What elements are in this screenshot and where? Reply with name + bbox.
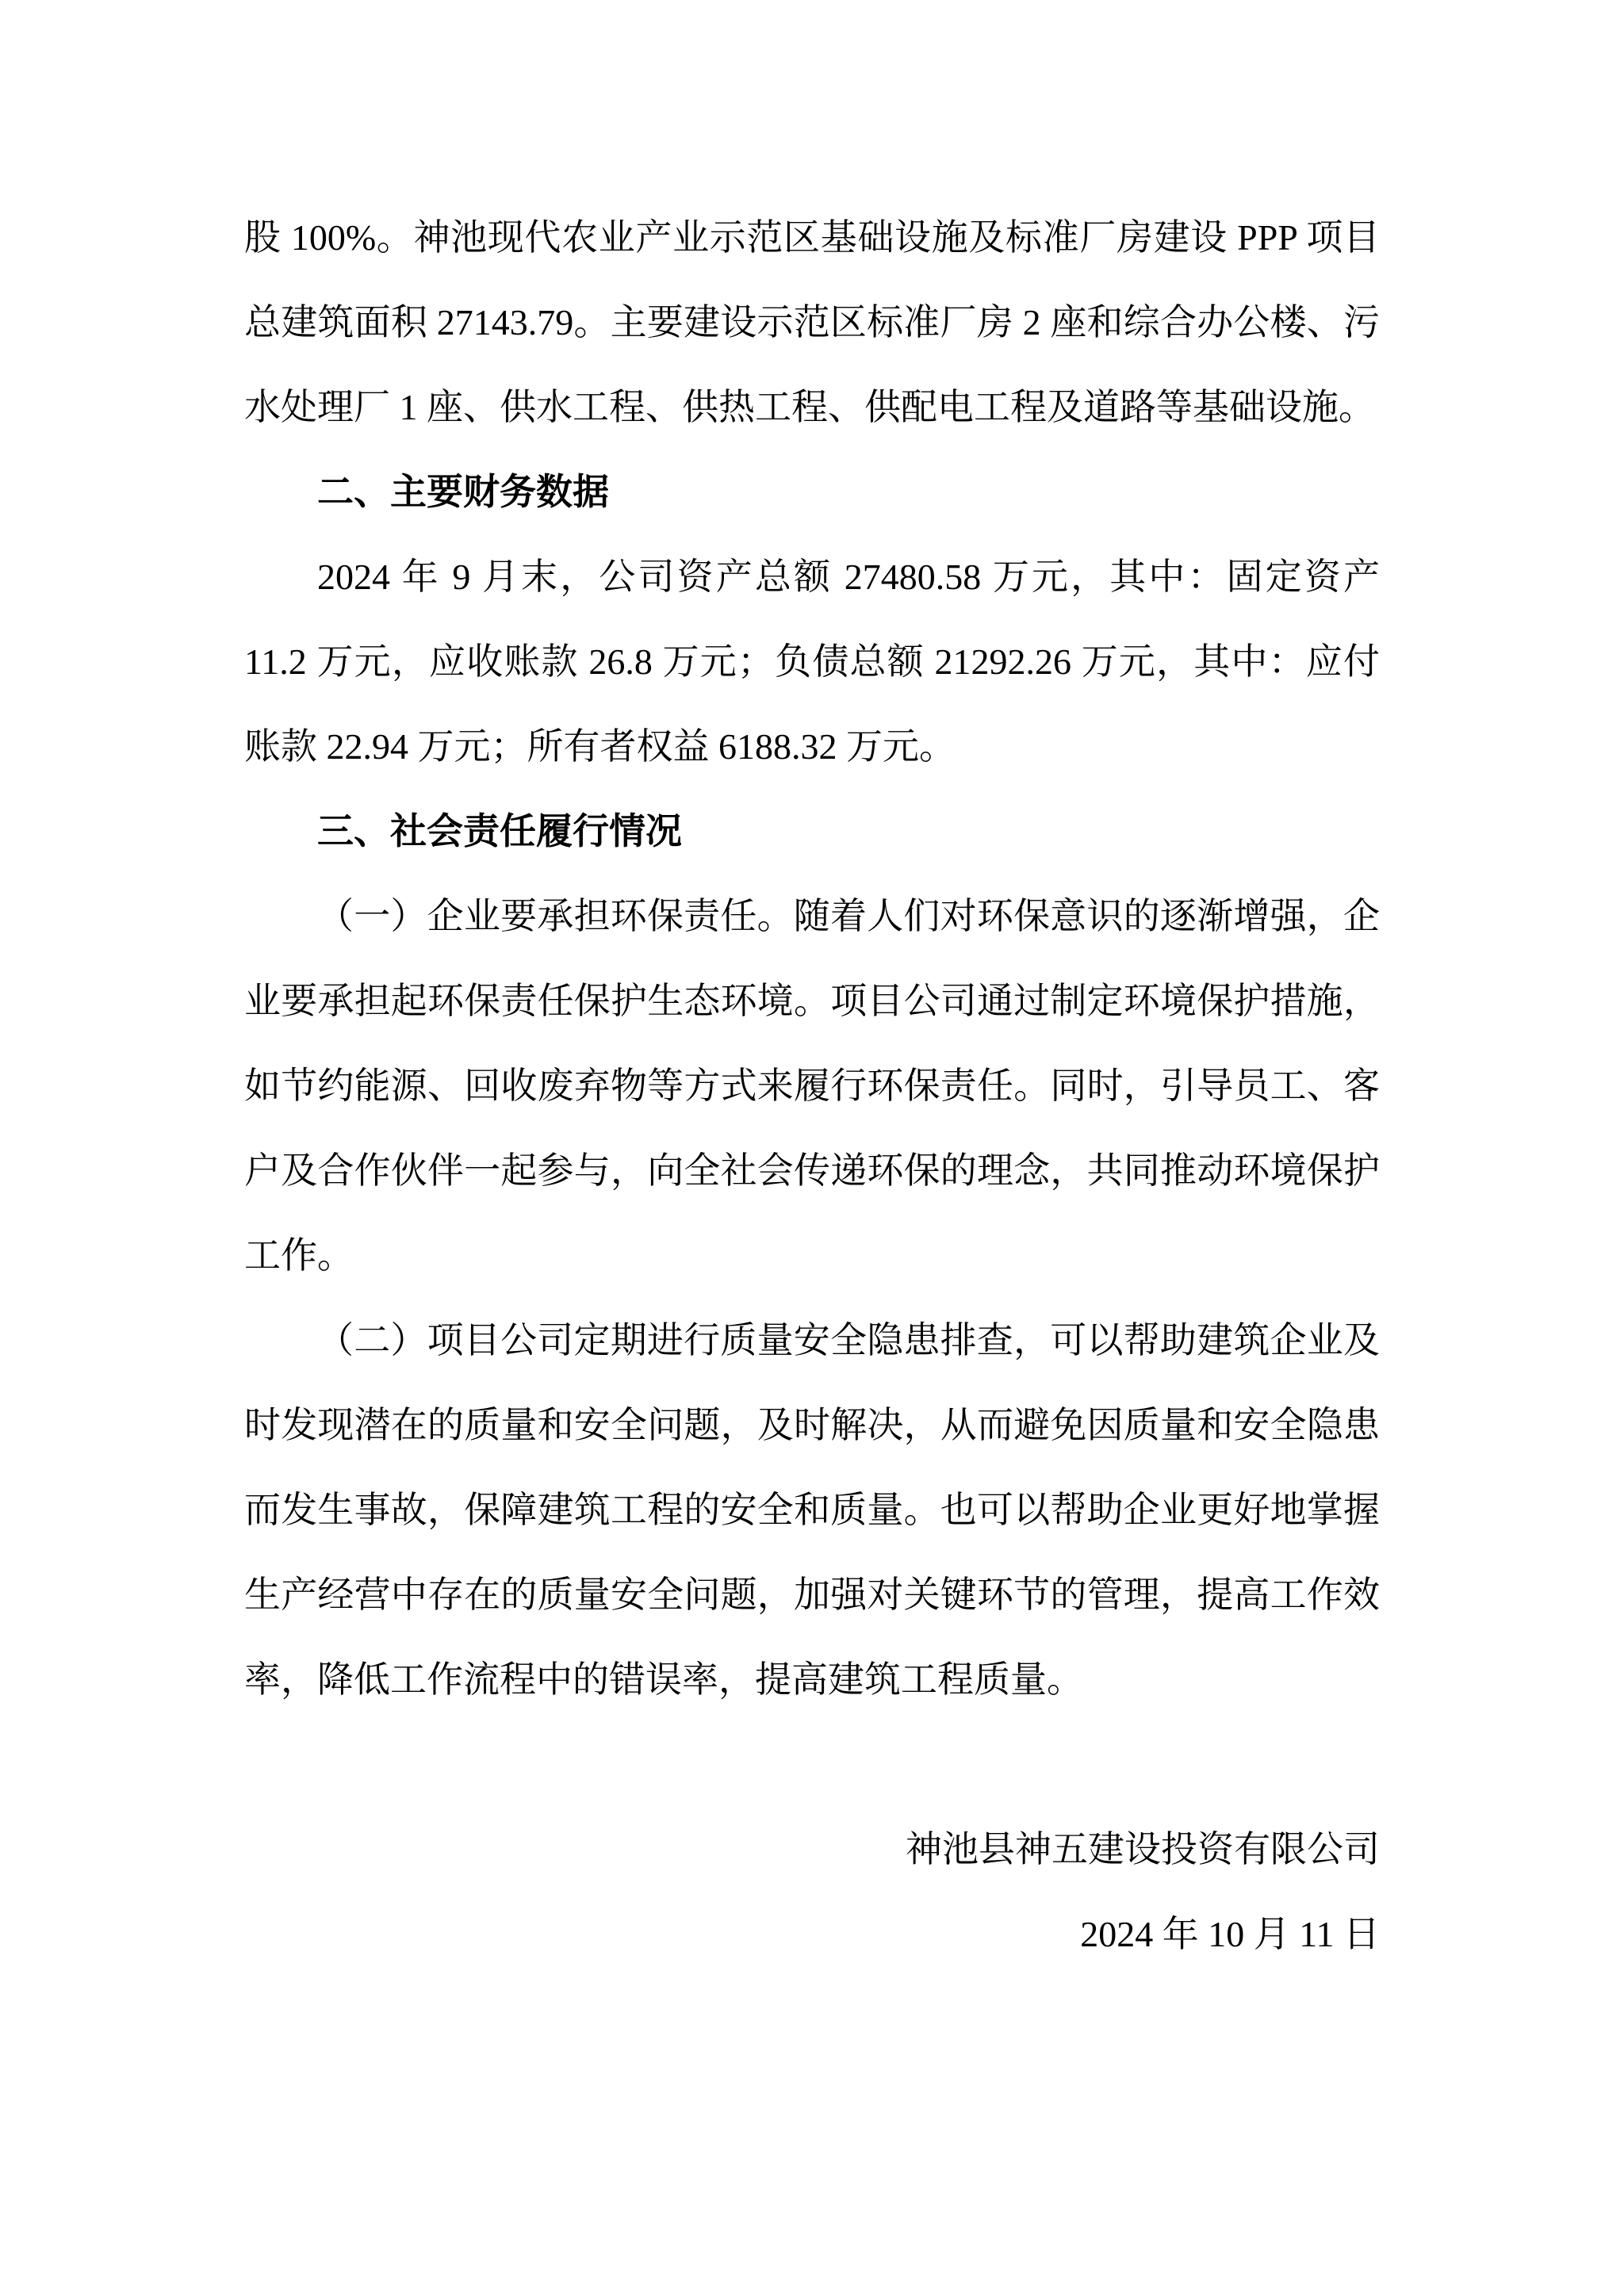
heading-social-responsibility: 三、社会责任履行情况 bbox=[317, 811, 682, 851]
document-page bbox=[244, 195, 1380, 1976]
signature-block bbox=[244, 1807, 1380, 1976]
paragraph-quality-safety: （二）项目公司定期进行质量安全隐患排查，可以帮助建筑企业及时发现潜在的质量和安全问题，及时解决，从而避免因质量和安全隐患而发生事故，保障建筑工程的安全和质量。也可以帮助企业更好地掌握生产经营中存在的质量安全问题，加强对关键环节的管理，提高工作效率，降低工作流程中的错误率，提高建筑工程质量。 bbox=[244, 1320, 1380, 1700]
paragraph-financial-data: 2024 年 9 月末，公司资产总额 27480.58 万元，其中：固定资产 11.2 万元，应收账款 26.8 万元；负债总额 21292.26 万元，其中：应付账款 22.94 万元；所有者权益 6188.32 万元。 bbox=[244, 557, 1380, 767]
signature-date: 2024 年 10 月 11 日 bbox=[1080, 1914, 1380, 1954]
paragraph-project-description: 股 100%。神池现代农业产业示范区基础设施及标准厂房建设 PPP 项目总建筑面积 27143.79。主要建设示范区标准厂房 2 座和综合办公楼、污水处理厂 1 座、供水工程、供热工程、供配电工程及道路等基础设施。 bbox=[244, 217, 1380, 427]
heading-financial-data: 二、主要财务数据 bbox=[317, 472, 609, 512]
signature-company-name: 神池县神五建设投资有限公司 bbox=[906, 1829, 1380, 1869]
paragraph-environmental-responsibility: （一）企业要承担环保责任。随着人们对环保意识的逐渐增强，企业要承担起环保责任保护生态环境。项目公司通过制定环境保护措施，如节约能源、回收废弃物等方式来履行环保责任。同时，引导员工、客户及合作伙伴一起参与，向全社会传递环保的理念，共同推动环境保护工作。 bbox=[244, 896, 1380, 1276]
